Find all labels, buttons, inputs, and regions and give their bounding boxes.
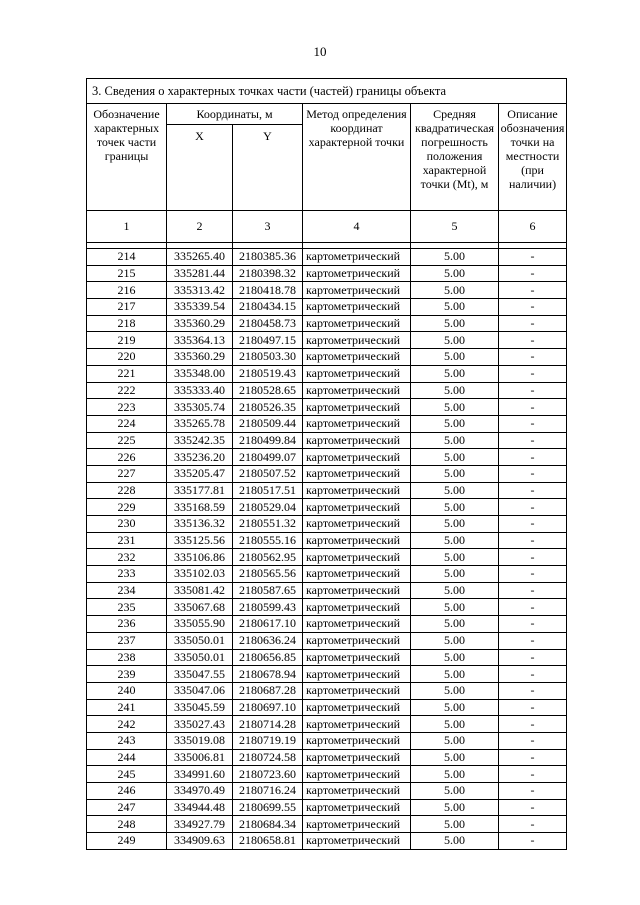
column-number: 2 [167, 211, 233, 243]
cell-point: 236 [87, 616, 167, 633]
table-row [87, 799, 567, 816]
cell-x: 335125.56 [167, 532, 233, 549]
cell-method: картометрический [303, 833, 411, 850]
cell-point: 226 [87, 449, 167, 466]
cell-y: 2180499.84 [233, 432, 303, 449]
cell-description: - [499, 566, 567, 583]
cell-method: картометрический [303, 732, 411, 749]
cell-x: 335106.86 [167, 549, 233, 566]
cell-point: 227 [87, 465, 167, 482]
table-row [87, 349, 567, 366]
cell-x: 334927.79 [167, 816, 233, 833]
column-number: 6 [499, 211, 567, 243]
cell-y: 2180434.15 [233, 299, 303, 316]
cell-point: 223 [87, 399, 167, 416]
cell-point: 222 [87, 382, 167, 399]
table-row [87, 783, 567, 800]
cell-point: 246 [87, 783, 167, 800]
cell-y: 2180551.32 [233, 516, 303, 533]
cell-y: 2180656.85 [233, 649, 303, 666]
table-row [87, 282, 567, 299]
table-row [87, 299, 567, 316]
cell-method: картометрический [303, 599, 411, 616]
cell-method: картометрический [303, 766, 411, 783]
cell-description: - [499, 349, 567, 366]
table-row [87, 616, 567, 633]
cell-point: 229 [87, 499, 167, 516]
cell-x: 335168.59 [167, 499, 233, 516]
table-row [87, 332, 567, 349]
cell-description: - [499, 582, 567, 599]
cell-error: 5.00 [411, 315, 499, 332]
table-row [87, 833, 567, 850]
cell-method: картометрический [303, 365, 411, 382]
cell-x: 334944.48 [167, 799, 233, 816]
cell-method: картометрический [303, 799, 411, 816]
cell-x: 335027.43 [167, 716, 233, 733]
cell-x: 334991.60 [167, 766, 233, 783]
cell-point: 242 [87, 716, 167, 733]
cell-error: 5.00 [411, 415, 499, 432]
cell-description: - [499, 549, 567, 566]
cell-method: картометрический [303, 516, 411, 533]
cell-x: 335019.08 [167, 732, 233, 749]
cell-y: 2180526.35 [233, 399, 303, 416]
table-row [87, 582, 567, 599]
cell-y: 2180507.52 [233, 465, 303, 482]
cell-y: 2180617.10 [233, 616, 303, 633]
table-row [87, 816, 567, 833]
cell-description: - [499, 516, 567, 533]
cell-point: 238 [87, 649, 167, 666]
cell-description: - [499, 299, 567, 316]
cell-error: 5.00 [411, 799, 499, 816]
cell-error: 5.00 [411, 566, 499, 583]
cell-point: 240 [87, 682, 167, 699]
cell-description: - [499, 465, 567, 482]
cell-method: картометрический [303, 816, 411, 833]
cell-point: 224 [87, 415, 167, 432]
cell-method: картометрический [303, 332, 411, 349]
cell-y: 2180565.56 [233, 566, 303, 583]
cell-x: 335050.01 [167, 649, 233, 666]
table-row [87, 632, 567, 649]
cell-error: 5.00 [411, 265, 499, 282]
cell-method: картометрический [303, 666, 411, 683]
cell-description: - [499, 732, 567, 749]
page-number: 10 [313, 44, 327, 59]
cell-method: картометрический [303, 582, 411, 599]
cell-error: 5.00 [411, 749, 499, 766]
cell-error: 5.00 [411, 699, 499, 716]
table-row [87, 649, 567, 666]
cell-description: - [499, 382, 567, 399]
cell-x: 335265.40 [167, 249, 233, 266]
cell-error: 5.00 [411, 833, 499, 850]
cell-point: 244 [87, 749, 167, 766]
cell-description: - [499, 666, 567, 683]
table-row [87, 732, 567, 749]
cell-error: 5.00 [411, 816, 499, 833]
cell-point: 235 [87, 599, 167, 616]
cell-point: 215 [87, 265, 167, 282]
cell-description: - [499, 249, 567, 266]
cell-point: 237 [87, 632, 167, 649]
table-row [87, 399, 567, 416]
cell-x: 335333.40 [167, 382, 233, 399]
table-row [87, 449, 567, 466]
table-row [87, 465, 567, 482]
cell-error: 5.00 [411, 616, 499, 633]
cell-error: 5.00 [411, 516, 499, 533]
table-row [87, 265, 567, 282]
table-row [87, 566, 567, 583]
table-row [87, 382, 567, 399]
cell-description: - [499, 599, 567, 616]
cell-x: 335050.01 [167, 632, 233, 649]
column-number: 4 [303, 211, 411, 243]
points-table [86, 78, 567, 850]
cell-y: 2180658.81 [233, 833, 303, 850]
cell-error: 5.00 [411, 399, 499, 416]
cell-y: 2180503.30 [233, 349, 303, 366]
table-row [87, 716, 567, 733]
cell-method: картометрический [303, 632, 411, 649]
cell-x: 334909.63 [167, 833, 233, 850]
column-number: 3 [233, 211, 303, 243]
cell-x: 335236.20 [167, 449, 233, 466]
cell-description: - [499, 415, 567, 432]
cell-method: картометрический [303, 315, 411, 332]
cell-error: 5.00 [411, 332, 499, 349]
cell-y: 2180517.51 [233, 482, 303, 499]
cell-description: - [499, 632, 567, 649]
cell-description: - [499, 783, 567, 800]
cell-description: - [499, 649, 567, 666]
cell-x: 335305.74 [167, 399, 233, 416]
cell-y: 2180497.15 [233, 332, 303, 349]
cell-y: 2180714.28 [233, 716, 303, 733]
cell-point: 239 [87, 666, 167, 683]
cell-y: 2180599.43 [233, 599, 303, 616]
cell-point: 225 [87, 432, 167, 449]
header-method: Метод определения координат характерной точки [303, 104, 411, 211]
cell-x: 335177.81 [167, 482, 233, 499]
cell-y: 2180678.94 [233, 666, 303, 683]
cell-error: 5.00 [411, 282, 499, 299]
cell-point: 230 [87, 516, 167, 533]
column-number: 1 [87, 211, 167, 243]
cell-method: картометрический [303, 282, 411, 299]
cell-y: 2180724.58 [233, 749, 303, 766]
cell-method: картометрический [303, 549, 411, 566]
cell-description: - [499, 432, 567, 449]
cell-method: картометрический [303, 482, 411, 499]
cell-x: 335006.81 [167, 749, 233, 766]
header-y: Y [233, 125, 303, 211]
cell-point: 241 [87, 699, 167, 716]
cell-error: 5.00 [411, 299, 499, 316]
cell-y: 2180687.28 [233, 682, 303, 699]
cell-error: 5.00 [411, 482, 499, 499]
cell-error: 5.00 [411, 249, 499, 266]
cell-x: 334970.49 [167, 783, 233, 800]
cell-method: картометрический [303, 682, 411, 699]
cell-point: 249 [87, 833, 167, 850]
cell-description: - [499, 749, 567, 766]
cell-y: 2180719.19 [233, 732, 303, 749]
cell-point: 221 [87, 365, 167, 382]
cell-point: 231 [87, 532, 167, 549]
cell-y: 2180555.16 [233, 532, 303, 549]
cell-point: 219 [87, 332, 167, 349]
cell-description: - [499, 482, 567, 499]
cell-method: картометрический [303, 499, 411, 516]
cell-error: 5.00 [411, 349, 499, 366]
cell-x: 335136.32 [167, 516, 233, 533]
cell-description: - [499, 616, 567, 633]
cell-x: 335047.06 [167, 682, 233, 699]
cell-method: картометрический [303, 449, 411, 466]
cell-point: 233 [87, 566, 167, 583]
cell-x: 335313.42 [167, 282, 233, 299]
cell-point: 216 [87, 282, 167, 299]
table-body [87, 249, 567, 850]
cell-point: 220 [87, 349, 167, 366]
table-row [87, 249, 567, 266]
cell-error: 5.00 [411, 649, 499, 666]
cell-description: - [499, 716, 567, 733]
header-description: Описание обозначения точки на местности (при наличии) [499, 104, 567, 211]
table-row [87, 499, 567, 516]
cell-method: картометрический [303, 249, 411, 266]
cell-method: картометрический [303, 566, 411, 583]
cell-method: картометрический [303, 432, 411, 449]
cell-method: картометрический [303, 783, 411, 800]
table-row [87, 516, 567, 533]
cell-y: 2180699.55 [233, 799, 303, 816]
cell-description: - [499, 766, 567, 783]
cell-y: 2180528.65 [233, 382, 303, 399]
cell-y: 2180499.07 [233, 449, 303, 466]
cell-y: 2180716.24 [233, 783, 303, 800]
cell-y: 2180458.73 [233, 315, 303, 332]
cell-description: - [499, 532, 567, 549]
cell-y: 2180562.95 [233, 549, 303, 566]
cell-point: 234 [87, 582, 167, 599]
cell-x: 335081.42 [167, 582, 233, 599]
cell-error: 5.00 [411, 499, 499, 516]
cell-method: картометрический [303, 415, 411, 432]
cell-method: картометрический [303, 532, 411, 549]
cell-error: 5.00 [411, 532, 499, 549]
table-row [87, 699, 567, 716]
cell-x: 335348.00 [167, 365, 233, 382]
cell-point: 243 [87, 732, 167, 749]
cell-point: 232 [87, 549, 167, 566]
column-number: 5 [411, 211, 499, 243]
table-row [87, 766, 567, 783]
cell-x: 335265.78 [167, 415, 233, 432]
table-row [87, 415, 567, 432]
table-row [87, 432, 567, 449]
cell-description: - [499, 332, 567, 349]
cell-description: - [499, 449, 567, 466]
cell-description: - [499, 833, 567, 850]
cell-error: 5.00 [411, 766, 499, 783]
cell-point: 218 [87, 315, 167, 332]
cell-error: 5.00 [411, 732, 499, 749]
cell-error: 5.00 [411, 582, 499, 599]
cell-error: 5.00 [411, 666, 499, 683]
cell-error: 5.00 [411, 432, 499, 449]
cell-y: 2180529.04 [233, 499, 303, 516]
cell-x: 335047.55 [167, 666, 233, 683]
cell-description: - [499, 265, 567, 282]
cell-error: 5.00 [411, 365, 499, 382]
cell-error: 5.00 [411, 783, 499, 800]
table-row [87, 365, 567, 382]
cell-y: 2180684.34 [233, 816, 303, 833]
cell-y: 2180385.36 [233, 249, 303, 266]
cell-point: 245 [87, 766, 167, 783]
cell-description: - [499, 699, 567, 716]
header-x: X [167, 125, 233, 211]
cell-error: 5.00 [411, 449, 499, 466]
cell-point: 228 [87, 482, 167, 499]
cell-x: 335339.54 [167, 299, 233, 316]
header-point: Обозначение характерных точек части границы [87, 104, 167, 211]
table-row [87, 666, 567, 683]
cell-y: 2180697.10 [233, 699, 303, 716]
cell-x: 335281.44 [167, 265, 233, 282]
cell-point: 217 [87, 299, 167, 316]
cell-error: 5.00 [411, 599, 499, 616]
cell-description: - [499, 282, 567, 299]
cell-method: картометрический [303, 649, 411, 666]
cell-method: картометрический [303, 749, 411, 766]
table-row [87, 749, 567, 766]
cell-point: 247 [87, 799, 167, 816]
cell-description: - [499, 682, 567, 699]
cell-method: картометрический [303, 399, 411, 416]
cell-x: 335360.29 [167, 315, 233, 332]
cell-description: - [499, 816, 567, 833]
column-numbers-row [87, 211, 567, 243]
cell-error: 5.00 [411, 465, 499, 482]
cell-y: 2180587.65 [233, 582, 303, 599]
cell-point: 248 [87, 816, 167, 833]
cell-x: 335055.90 [167, 616, 233, 633]
table-row [87, 315, 567, 332]
cell-y: 2180519.43 [233, 365, 303, 382]
cell-description: - [499, 499, 567, 516]
cell-method: картометрический [303, 616, 411, 633]
cell-y: 2180636.24 [233, 632, 303, 649]
table-row [87, 549, 567, 566]
cell-method: картометрический [303, 465, 411, 482]
cell-error: 5.00 [411, 382, 499, 399]
cell-method: картометрический [303, 265, 411, 282]
cell-method: картометрический [303, 349, 411, 366]
cell-method: картометрический [303, 699, 411, 716]
cell-y: 2180398.32 [233, 265, 303, 282]
cell-x: 335045.59 [167, 699, 233, 716]
cell-description: - [499, 799, 567, 816]
cell-error: 5.00 [411, 632, 499, 649]
cell-x: 335364.13 [167, 332, 233, 349]
cell-error: 5.00 [411, 549, 499, 566]
cell-point: 214 [87, 249, 167, 266]
cell-x: 335102.03 [167, 566, 233, 583]
cell-description: - [499, 365, 567, 382]
cell-y: 2180723.60 [233, 766, 303, 783]
cell-y: 2180509.44 [233, 415, 303, 432]
table-row [87, 532, 567, 549]
cell-x: 335205.47 [167, 465, 233, 482]
table-row [87, 599, 567, 616]
cell-x: 335360.29 [167, 349, 233, 366]
table-row [87, 482, 567, 499]
cell-description: - [499, 315, 567, 332]
cell-error: 5.00 [411, 682, 499, 699]
section-title: 3. Сведения о характерных точках части (частей) границы объекта [87, 79, 567, 104]
cell-method: картометрический [303, 299, 411, 316]
cell-y: 2180418.78 [233, 282, 303, 299]
cell-error: 5.00 [411, 716, 499, 733]
cell-x: 335242.35 [167, 432, 233, 449]
table-row [87, 682, 567, 699]
cell-method: картометрический [303, 382, 411, 399]
cell-description: - [499, 399, 567, 416]
header-coordinates: Координаты, м [167, 104, 303, 125]
header-error: Средняя квадратическая погрешность положения характерной точки (Mt), м [411, 104, 499, 211]
cell-method: картометрический [303, 716, 411, 733]
cell-x: 335067.68 [167, 599, 233, 616]
